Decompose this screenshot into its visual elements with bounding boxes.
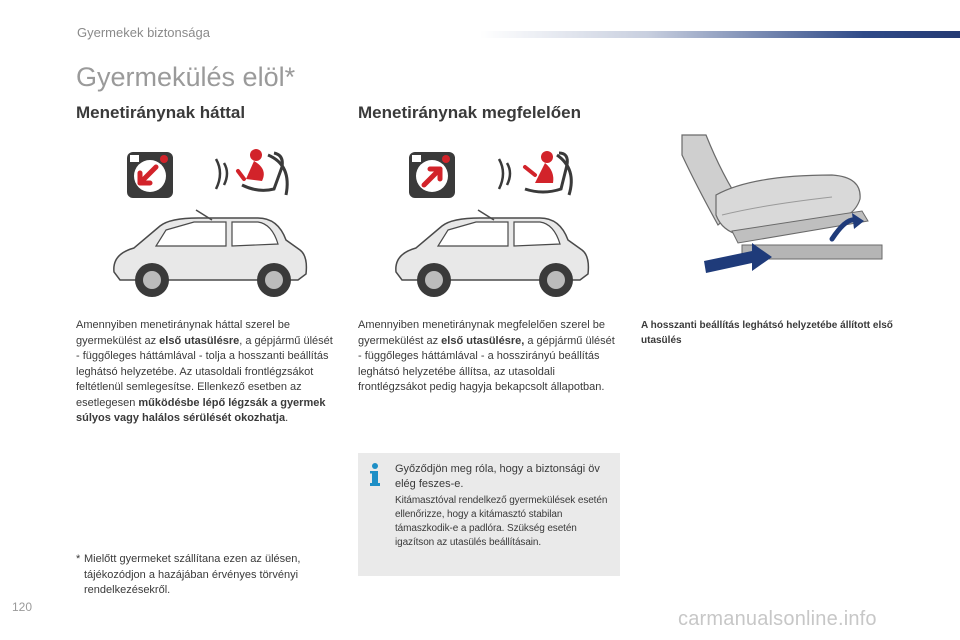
seat-caption: A hosszanti beállítás leghátsó helyzetébe állított első utasülés xyxy=(641,320,893,346)
rear-facing-child-seat-icon xyxy=(212,145,296,203)
header-bar xyxy=(480,31,960,38)
subtitle-forward-facing: Menetiránynak megfelelően xyxy=(358,103,581,122)
footnote-marker: * xyxy=(76,553,81,565)
info-main-text: Győződjön meg róla, hogy a biztonsági öv elég feszes-e. xyxy=(395,463,600,490)
footnote-text: Mielőtt gyermeket szállítana ezen az ülésen, tájékozódjon a hazájában érvényes törvényi rendelkezésekről. xyxy=(84,553,301,596)
page-title: Gyermekülés elöl* xyxy=(76,62,296,92)
airbag-on-label-icon xyxy=(408,151,456,199)
rear-facing-paragraph: Amennyiben menetiránynak háttal szerel be gyermekülést az első utasülésre, a gépjármű ülését - függőleges háttámlával - tolja a hosszanti beállítás leghátsó helyzetébe. Az utasoldali frontlégzsákot feltétlenül semlegesítse. Ellenkező esetben az esetlegesen működésbe lépő légzsák a gyermek súlyos vagy halálos sérülését okozhatja. xyxy=(76,319,333,424)
info-sub-text: Kitámasztóval rendelkező gyermekülések esetén ellenőrizze, hogy a kitámasztó stabilan támaszkodik-e a padlóra. Szükség esetén igazítson az utasülés beállításain. xyxy=(395,495,608,548)
page-number: 120 xyxy=(12,600,33,614)
footnote xyxy=(76,552,346,599)
section-header: Gyermekek biztonsága xyxy=(77,25,210,40)
forward-facing-child-seat-icon xyxy=(495,145,579,203)
watermark: carmanualsonline.info xyxy=(678,608,877,630)
seat-adjustment-illustration xyxy=(682,135,887,285)
subtitle-rear-facing: Menetiránynak háttal xyxy=(76,103,246,122)
forward-facing-paragraph: Amennyiben menetiránynak megfelelően szerel be gyermekülést az első utasülésre, a gépjármű ülését - függőleges háttámlával - a hosszirányú beállítás leghátsó helyzetébe állítsa, az utasoldali frontlégzsákot pedig hagyja bekapcsolt állapotban. xyxy=(358,319,615,393)
airbag-off-label-icon xyxy=(126,151,174,199)
car-rear-facing-illustration xyxy=(108,210,313,302)
car-forward-facing-illustration xyxy=(390,210,595,302)
info-icon xyxy=(368,462,382,488)
